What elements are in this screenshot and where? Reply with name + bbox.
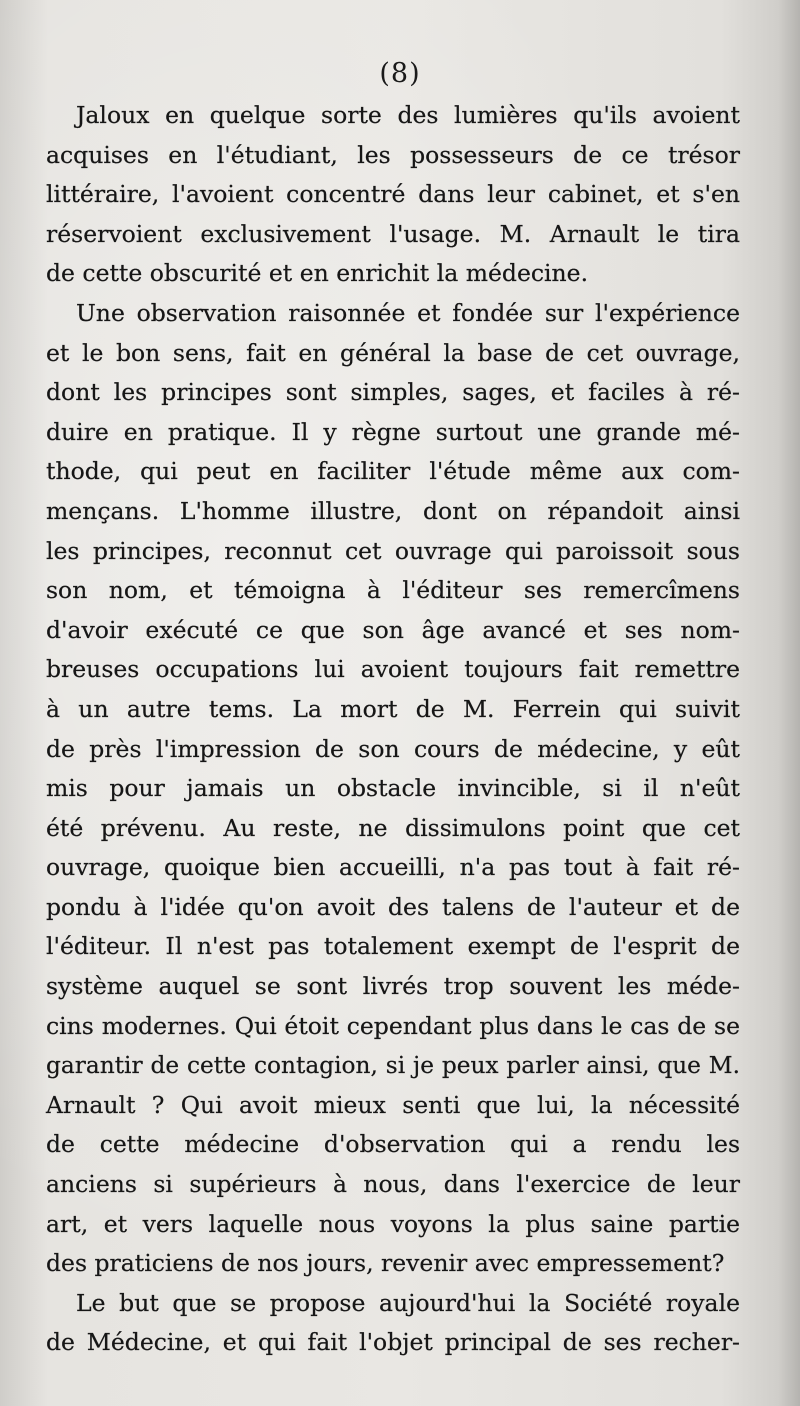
- text-line: Le but que se propose aujourd'hui la Société royale: [76, 1288, 740, 1317]
- text-line: pondu à l'idée qu'on avoit des talens de l'auteur et de: [46, 892, 740, 921]
- text-line: été prévenu. Au reste, ne dissimulons point que cet: [46, 813, 740, 842]
- text-line: à un autre tems. La mort de M. Ferrein qui suivit: [46, 694, 740, 723]
- text-line: des praticiens de nos jours, revenir avec empressement?: [46, 1249, 725, 1278]
- text-line: breuses occupations lui avoient toujours fait remettre: [46, 655, 740, 684]
- text-line: mençans. L'homme illustre, dont on répandoit ainsi: [46, 496, 740, 525]
- text-line: mis pour jamais un obstacle invincible, si il n'eût: [46, 774, 740, 803]
- page-body-text: [46, 96, 740, 1363]
- text-line: cins modernes. Qui étoit cependant plus dans le cas de se: [46, 1011, 740, 1040]
- page-edge-shadow: [778, 0, 800, 1406]
- text-line: Une observation raisonnée et fondée sur l'expérience: [76, 298, 740, 327]
- page-number: (8): [379, 58, 421, 89]
- text-line: réservoient exclusivement l'usage. M. Arnault le tira: [46, 219, 740, 248]
- text-line: Jaloux en quelque sorte des lumières qu'ils avoient: [76, 101, 740, 129]
- text-line: Arnault ? Qui avoit mieux senti que lui, la nécessité: [46, 1090, 740, 1119]
- text-line: de cette obscurité et en enrichit la médecine.: [46, 259, 589, 288]
- text-line: les principes, reconnut cet ouvrage qui paroissoit sous: [46, 536, 740, 565]
- text-line: littéraire, l'avoient concentré dans leur cabinet, et s'en: [46, 180, 740, 209]
- text-line: thode, qui peut en faciliter l'étude même aux com-: [46, 457, 740, 486]
- text-line: anciens si supérieurs à nous, dans l'exercice de leur: [46, 1170, 740, 1199]
- text-line: ouvrage, quoique bien accueilli, n'a pas tout à fait ré-: [46, 853, 740, 882]
- text-line: d'avoir exécuté ce que son âge avancé et ses nom-: [46, 615, 740, 644]
- text-line: de près l'impression de son cours de médecine, y eût: [46, 734, 740, 763]
- text-line: système auquel se sont livrés trop souvent les méde-: [46, 972, 740, 1001]
- text-line: son nom, et témoigna à l'éditeur ses remercîmens: [46, 576, 740, 605]
- text-line: duire en pratique. Il y règne surtout une grande mé-: [46, 417, 740, 446]
- text-line: l'éditeur. Il n'est pas totalement exempt de l'esprit de: [46, 932, 740, 961]
- text-line: de Médecine, et qui fait l'objet principal de ses recher-: [46, 1328, 740, 1357]
- text-line: dont les principes sont simples, sages, et faciles à ré-: [46, 378, 740, 407]
- text-line: acquises en l'étudiant, les possesseurs de ce trésor: [46, 140, 740, 169]
- text-line: garantir de cette contagion, si je peux parler ainsi, que M.: [46, 1052, 740, 1080]
- text-line: et le bon sens, fait en général la base de cet ouvrage,: [46, 338, 740, 367]
- text-line: de cette médecine d'observation qui a rendu les: [46, 1130, 740, 1159]
- text-line: art, et vers laquelle nous voyons la plus saine partie: [46, 1209, 740, 1238]
